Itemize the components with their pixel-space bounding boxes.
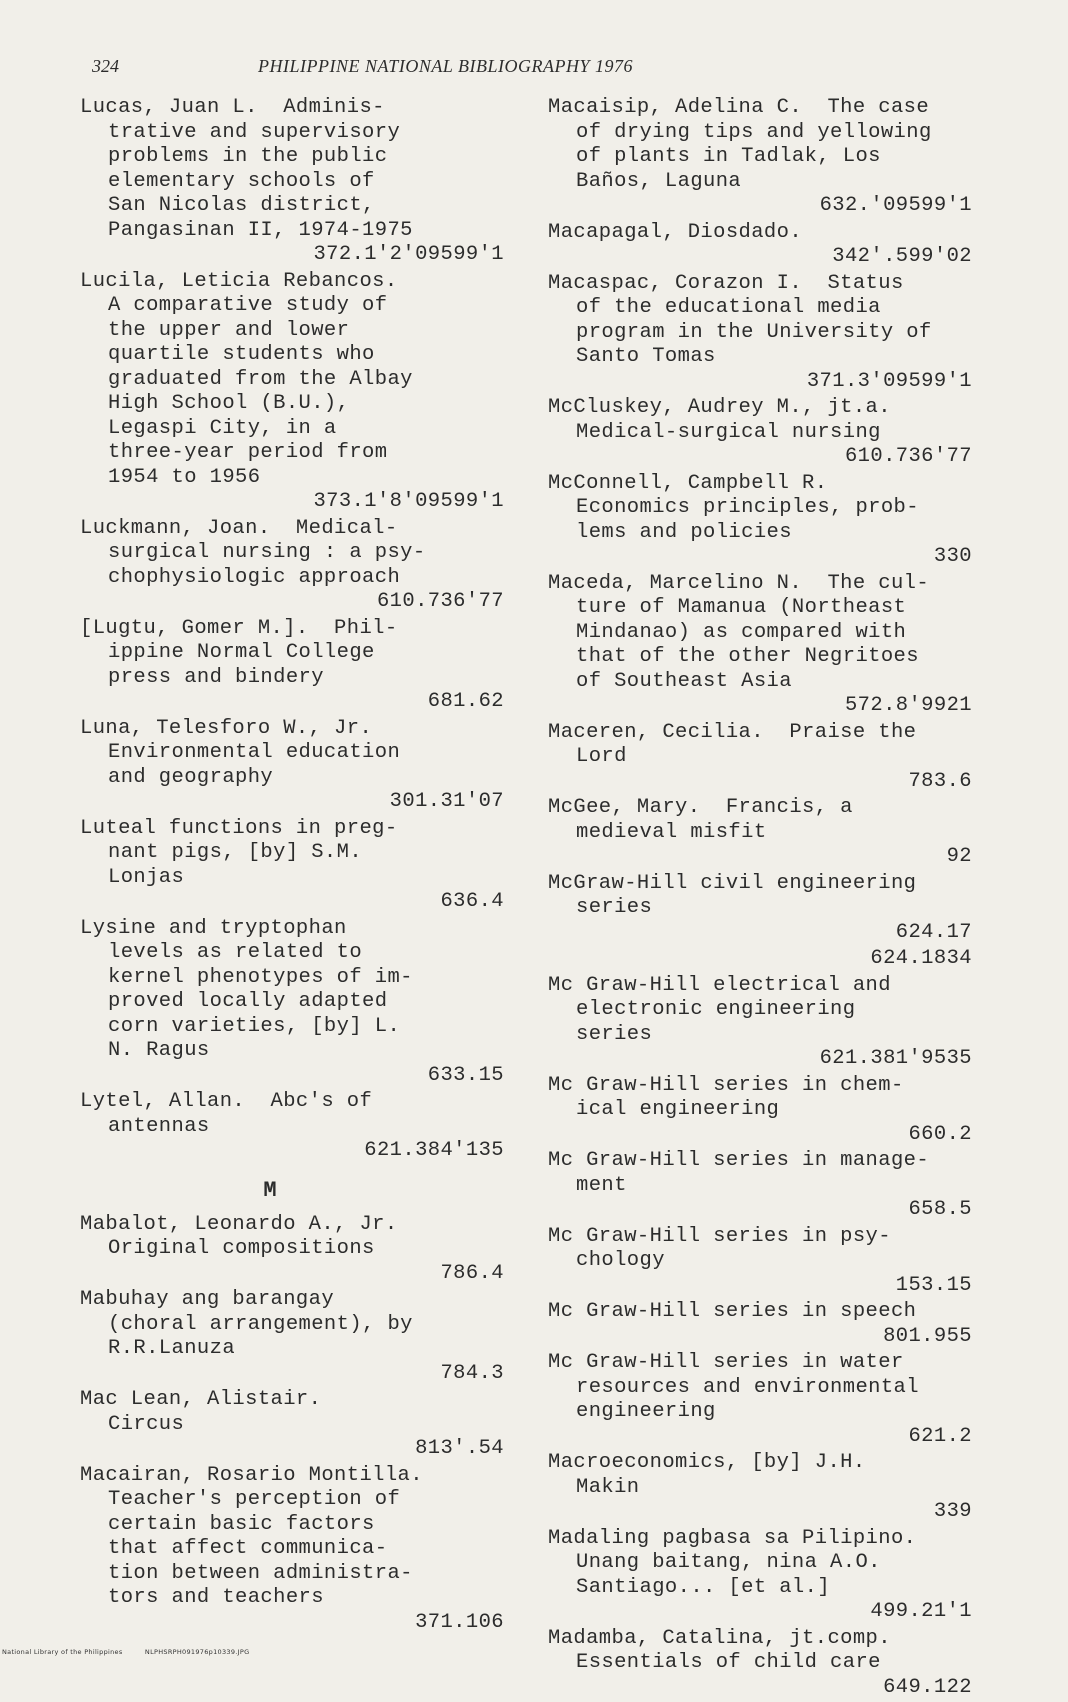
page-number: 324 [92, 56, 119, 76]
entry-heading: Mc Graw-Hill series in speech [548, 1300, 917, 1323]
entry-heading: McCluskey, Audrey M., jt.a. [548, 396, 891, 419]
entry-text: Santiago... [et al.] [576, 1575, 831, 1599]
bibliography-entry [548, 1627, 988, 1701]
bibliography-entry [80, 717, 520, 815]
entry-text: Teacher's perception of [108, 1488, 401, 1511]
entry-heading: Luteal functions in preg- [80, 816, 398, 840]
classification-number: 624.1834 [870, 947, 972, 970]
classification-number: 632.'09599'1 [819, 194, 972, 217]
bibliography-entry [80, 817, 520, 915]
entry-text: resources and environmental [576, 1375, 919, 1399]
entry-heading: Macaisip, Adelina C. The case [548, 96, 930, 119]
entry-text: antennas [108, 1114, 210, 1138]
entry-text: 1954 to 1956 [108, 465, 261, 489]
entry-heading: [Lugtu, Gomer M.]. Phil- [80, 616, 398, 640]
classification-number: 681.62 [427, 690, 504, 713]
classification-number: 636.4 [440, 890, 504, 913]
classification-number: 153.15 [895, 1273, 972, 1297]
entry-heading: Maceda, Marcelino N. The cul- [548, 571, 930, 595]
classification-number: 339 [933, 1500, 972, 1523]
classification-number: 633.15 [427, 1063, 504, 1087]
entry-heading: Mc Graw-Hill electrical and [548, 973, 891, 997]
entry-text: and geography [108, 765, 274, 789]
entry-heading: Mc Graw-Hill series in manage- [548, 1149, 930, 1172]
entry-heading: Lytel, Allan. Abc's of [80, 1090, 373, 1113]
entry-text: Circus [108, 1412, 185, 1436]
entry-text: Mindanao) as compared with [576, 620, 907, 644]
footer-file-id: NLPHSRPH091976p10339.JPG [144, 1648, 250, 1656]
classification-number: 786.4 [440, 1261, 504, 1285]
bibliography-entry [80, 1464, 520, 1636]
classification-number: 330 [933, 545, 972, 568]
entry-text: R.R.Lanuza [108, 1337, 236, 1360]
entry-text: Makin [576, 1475, 640, 1499]
entry-text: Original compositions [108, 1237, 375, 1260]
entry-heading: Madamba, Catalina, jt.comp. [548, 1626, 891, 1650]
entry-text: medieval misfit [576, 820, 767, 844]
entry-text: quartile students who [108, 343, 375, 366]
entry-heading: Maceren, Cecilia. Praise the [548, 720, 917, 744]
classification-number: 610.736'77 [376, 590, 504, 613]
bibliography-entry [548, 721, 988, 795]
entry-text: Environmental education [108, 741, 401, 764]
entry-text: Pangasinan II, 1974-1975 [108, 218, 413, 242]
entry-heading: Lysine and tryptophan [80, 916, 347, 940]
classification-number: 372.1'2'09599'1 [313, 243, 504, 266]
entry-text: program in the University of [576, 320, 932, 344]
bibliography-entry [548, 1451, 988, 1525]
bibliography-entry [548, 1074, 988, 1148]
entry-text: Medical-surgical nursing [576, 420, 881, 444]
bibliography-entry [80, 270, 520, 515]
classification-number: 649.122 [883, 1675, 972, 1699]
entry-text: High School (B.U.), [108, 392, 350, 415]
entry-heading: Luna, Telesforo W., Jr. [80, 716, 373, 740]
running-title: PHILIPPINE NATIONAL BIBLIOGRAPHY 1976 [258, 56, 633, 76]
entry-heading: Mabuhay ang barangay [80, 1288, 335, 1311]
entry-heading: Mc Graw-Hill series in chem- [548, 1073, 904, 1097]
entry-text: the upper and lower [108, 318, 350, 342]
entry-text: series [576, 1022, 653, 1046]
bibliography-entry [80, 517, 520, 615]
entry-text: Economics principles, prob- [576, 496, 919, 519]
bibliography-entry [80, 1090, 520, 1164]
classification-number: 371.3'09599'1 [806, 369, 972, 393]
bibliography-entry [80, 1388, 520, 1462]
classification-number: 621.384'135 [364, 1139, 504, 1162]
classification-number: 621.381'9535 [819, 1047, 972, 1070]
entry-text: Lonjas [108, 865, 185, 889]
entry-text: ture of Mamanua (Northeast [576, 596, 907, 619]
entry-text: that of the other Negritoes [576, 645, 919, 668]
bibliography-entry [80, 96, 520, 268]
classification-number: 92 [946, 845, 972, 868]
entry-text: (choral arrangement), by [108, 1312, 413, 1336]
bibliography-entry [80, 917, 520, 1089]
bibliography-entry [548, 221, 988, 270]
classification-number: 813'.54 [415, 1437, 504, 1460]
bibliography-entry [548, 396, 988, 470]
entry-heading: Mabalot, Leonardo A., Jr. [80, 1212, 398, 1236]
entry-text: ical engineering [576, 1098, 780, 1121]
entry-text: certain basic factors [108, 1512, 375, 1536]
entry-heading: Macairan, Rosario Montilla. [80, 1463, 423, 1487]
entry-heading: Mc Graw-Hill series in psy- [548, 1224, 891, 1248]
entry-text: trative and supervisory [108, 120, 401, 144]
entry-text: tion between administra- [108, 1561, 413, 1585]
entry-text: Legaspi City, in a [108, 416, 337, 440]
bibliography-entry [548, 1225, 988, 1299]
entry-text: electronic engineering [576, 998, 856, 1021]
classification-number: 783.6 [908, 769, 972, 793]
entry-text: that affect communica- [108, 1537, 388, 1560]
bibliography-entry [548, 472, 988, 570]
bibliography-entry [548, 1149, 988, 1223]
entry-heading: Mc Graw-Hill series in water [548, 1351, 904, 1374]
entry-heading: Mac Lean, Alistair. [80, 1388, 322, 1411]
entry-text: three-year period from [108, 441, 388, 464]
entry-text: of drying tips and yellowing [576, 120, 932, 144]
entry-text: nant pigs, [by] S.M. [108, 841, 363, 864]
bibliography-entry [548, 1527, 988, 1625]
classification-number: 371.106 [415, 1610, 504, 1634]
entry-heading: McGee, Mary. Francis, a [548, 796, 853, 819]
entry-text: proved locally adapted [108, 990, 388, 1013]
entry-text: Santo Tomas [576, 345, 716, 368]
entry-heading: McConnell, Campbell R. [548, 471, 828, 495]
bibliography-entry [548, 1351, 988, 1449]
bibliography-entry [548, 272, 988, 395]
entry-text: engineering [576, 1400, 716, 1423]
entry-heading: McGraw-Hill civil engineering [548, 871, 917, 895]
entry-heading: Lucas, Juan L. Adminis- [80, 96, 385, 119]
classification-number: 801.955 [883, 1324, 972, 1348]
entry-text: surgical nursing : a psy- [108, 541, 426, 564]
classification-number: 572.8'9921 [844, 694, 972, 717]
entry-heading: Macaspac, Corazon I. Status [548, 271, 904, 295]
bibliography-entry [80, 1213, 520, 1287]
entry-text: graduated from the Albay [108, 367, 413, 391]
entry-text: A comparative study of [108, 294, 388, 317]
entry-text: chophysiologic approach [108, 565, 401, 589]
entry-text: Unang baitang, nina A.O. [576, 1551, 881, 1574]
entry-text: kernel phenotypes of im- [108, 965, 413, 989]
entry-text: tors and teachers [108, 1586, 324, 1609]
entry-text: lems and policies [576, 520, 792, 544]
footer-library: National Library of the Philippines [2, 1648, 123, 1656]
bibliography-entry [548, 572, 988, 719]
classification-number: 610.736'77 [844, 445, 972, 468]
entry-text: corn varieties, [by] L. [108, 1014, 401, 1038]
entry-text: elementary schools of [108, 169, 375, 193]
entry-text: of the educational media [576, 296, 881, 319]
right-column [548, 96, 988, 1702]
entry-text: Lord [576, 745, 627, 768]
bibliography-entry [548, 796, 988, 870]
classification-number: 784.3 [440, 1361, 504, 1385]
classification-number: 499.21'1 [870, 1600, 972, 1623]
entry-heading: Madaling pagbasa sa Pilipino. [548, 1526, 917, 1550]
entry-text: of Southeast Asia [576, 669, 792, 693]
entry-text: chology [576, 1249, 665, 1272]
bibliography-entry [548, 872, 988, 946]
bibliography-entry [548, 1300, 988, 1349]
entry-text: problems in the public [108, 145, 388, 168]
classification-number: 342'.599'02 [832, 245, 972, 268]
classification-number: 658.5 [908, 1198, 972, 1221]
classification-number: 624.17 [895, 920, 972, 944]
bibliography-entry [548, 974, 988, 1072]
entry-text: Baños, Laguna [576, 169, 742, 193]
entry-text: N. Ragus [108, 1039, 210, 1062]
entry-heading: Luckmann, Joan. Medical- [80, 516, 398, 540]
entry-text: San Nicolas district, [108, 194, 375, 217]
entry-heading: Lucila, Leticia Rebancos. [80, 269, 398, 293]
bibliography-entry [548, 947, 988, 972]
classification-number: 301.31'07 [389, 790, 504, 813]
left-column [80, 96, 520, 1637]
entry-text: of plants in Tadlak, Los [576, 145, 881, 168]
classification-number: 621.2 [908, 1424, 972, 1448]
entry-text: Essentials of child care [576, 1651, 881, 1674]
bibliography-entry [80, 617, 520, 715]
entry-text: series [576, 896, 653, 919]
entry-heading: Macapagal, Diosdado. [548, 220, 803, 244]
section-letter-m: M [263, 1177, 277, 1203]
classification-number: 660.2 [908, 1122, 972, 1146]
entry-text: press and bindery [108, 665, 324, 689]
entry-heading: Macroeconomics, [by] J.H. [548, 1451, 866, 1474]
classification-number: 373.1'8'09599'1 [313, 490, 504, 513]
bibliography-entry [80, 1288, 520, 1386]
entry-text: ippine Normal College [108, 641, 375, 664]
entry-text: ment [576, 1173, 627, 1197]
entry-text: levels as related to [108, 941, 363, 964]
bibliography-entry [548, 96, 988, 219]
scan-footer [2, 1648, 249, 1656]
